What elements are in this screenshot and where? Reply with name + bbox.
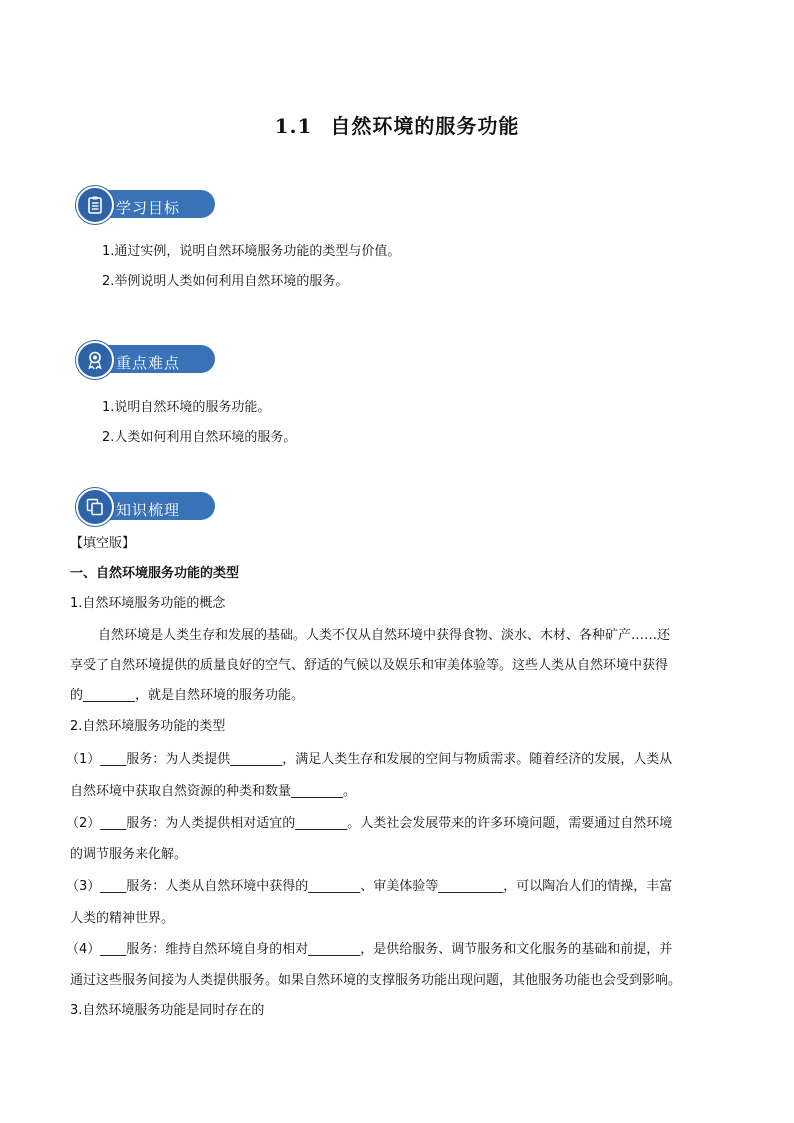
copy-documents-icon <box>76 488 114 526</box>
paragraph-concept-line-3: 的________，就是自然环境的服务功能。 <box>70 688 305 703</box>
title-number: 1.1 <box>274 114 313 138</box>
item-3-line-1: （3）____服务：人类从自然环境中获得的________、审美体验等__________，可以陶冶人们的情操，丰富 <box>66 879 673 894</box>
version-label: 【填空版】 <box>70 536 136 551</box>
subheading-concept: 1.自然环境服务功能的概念 <box>70 596 226 611</box>
subheading-types: 2.自然环境服务功能的类型 <box>70 719 226 734</box>
item-1-line-1: （1）____服务：为人类提供________，满足人类生存和发展的空间与物质需求。随着经济的发展，人类从 <box>66 752 673 767</box>
item-4-line-1: （4）____服务：维持自然环境自身的相对________，是供给服务、调节服务和文化服务的基础和前提，并 <box>66 942 673 957</box>
key-point-item-2: 2.人类如何利用自然环境的服务。 <box>102 430 297 445</box>
paragraph-concept-line-1: 自然环境是人类生存和发展的基础。人类不仅从自然环境中获得食物、淡水、木材、各种矿产……还 <box>98 628 671 643</box>
section-label: 重点难点 <box>116 354 181 372</box>
clipboard-list-icon <box>76 186 114 224</box>
item-3-line-2: 人类的精神世界。 <box>70 911 175 926</box>
page-title <box>0 110 794 139</box>
paragraph-concept-line-2: 享受了自然环境提供的质量良好的空气、舒适的气候以及娱乐和审美体验等。这些人类从自然环境中获得 <box>70 658 669 673</box>
objective-item-2: 2.举例说明人类如何利用自然环境的服务。 <box>102 274 349 289</box>
key-point-item-1: 1.说明自然环境的服务功能。 <box>102 400 271 415</box>
title-text: 自然环境的服务功能 <box>330 114 520 138</box>
item-2-line-2: 的调节服务来化解。 <box>70 847 188 862</box>
award-medal-icon <box>76 341 114 379</box>
item-2-line-1: （2）____服务：为人类提供相对适宜的________。人类社会发展带来的许多环境问题，需要通过自然环境 <box>66 816 673 831</box>
subheading-coexist: 3.自然环境服务功能是同时存在的 <box>70 1003 265 1018</box>
section-label: 知识梳理 <box>116 501 181 519</box>
heading-types: 一、自然环境服务功能的类型 <box>70 566 240 581</box>
item-1-line-2: 自然环境中获取自然资源的种类和数量________。 <box>70 784 357 799</box>
item-4-line-2: 通过这些服务间接为人类提供服务。如果自然环境的支撑服务功能出现问题，其他服务功能也会受到影响。 <box>70 973 682 988</box>
section-label: 学习目标 <box>116 199 181 217</box>
objective-item-1: 1.通过实例，说明自然环境服务功能的类型与价值。 <box>102 244 401 259</box>
